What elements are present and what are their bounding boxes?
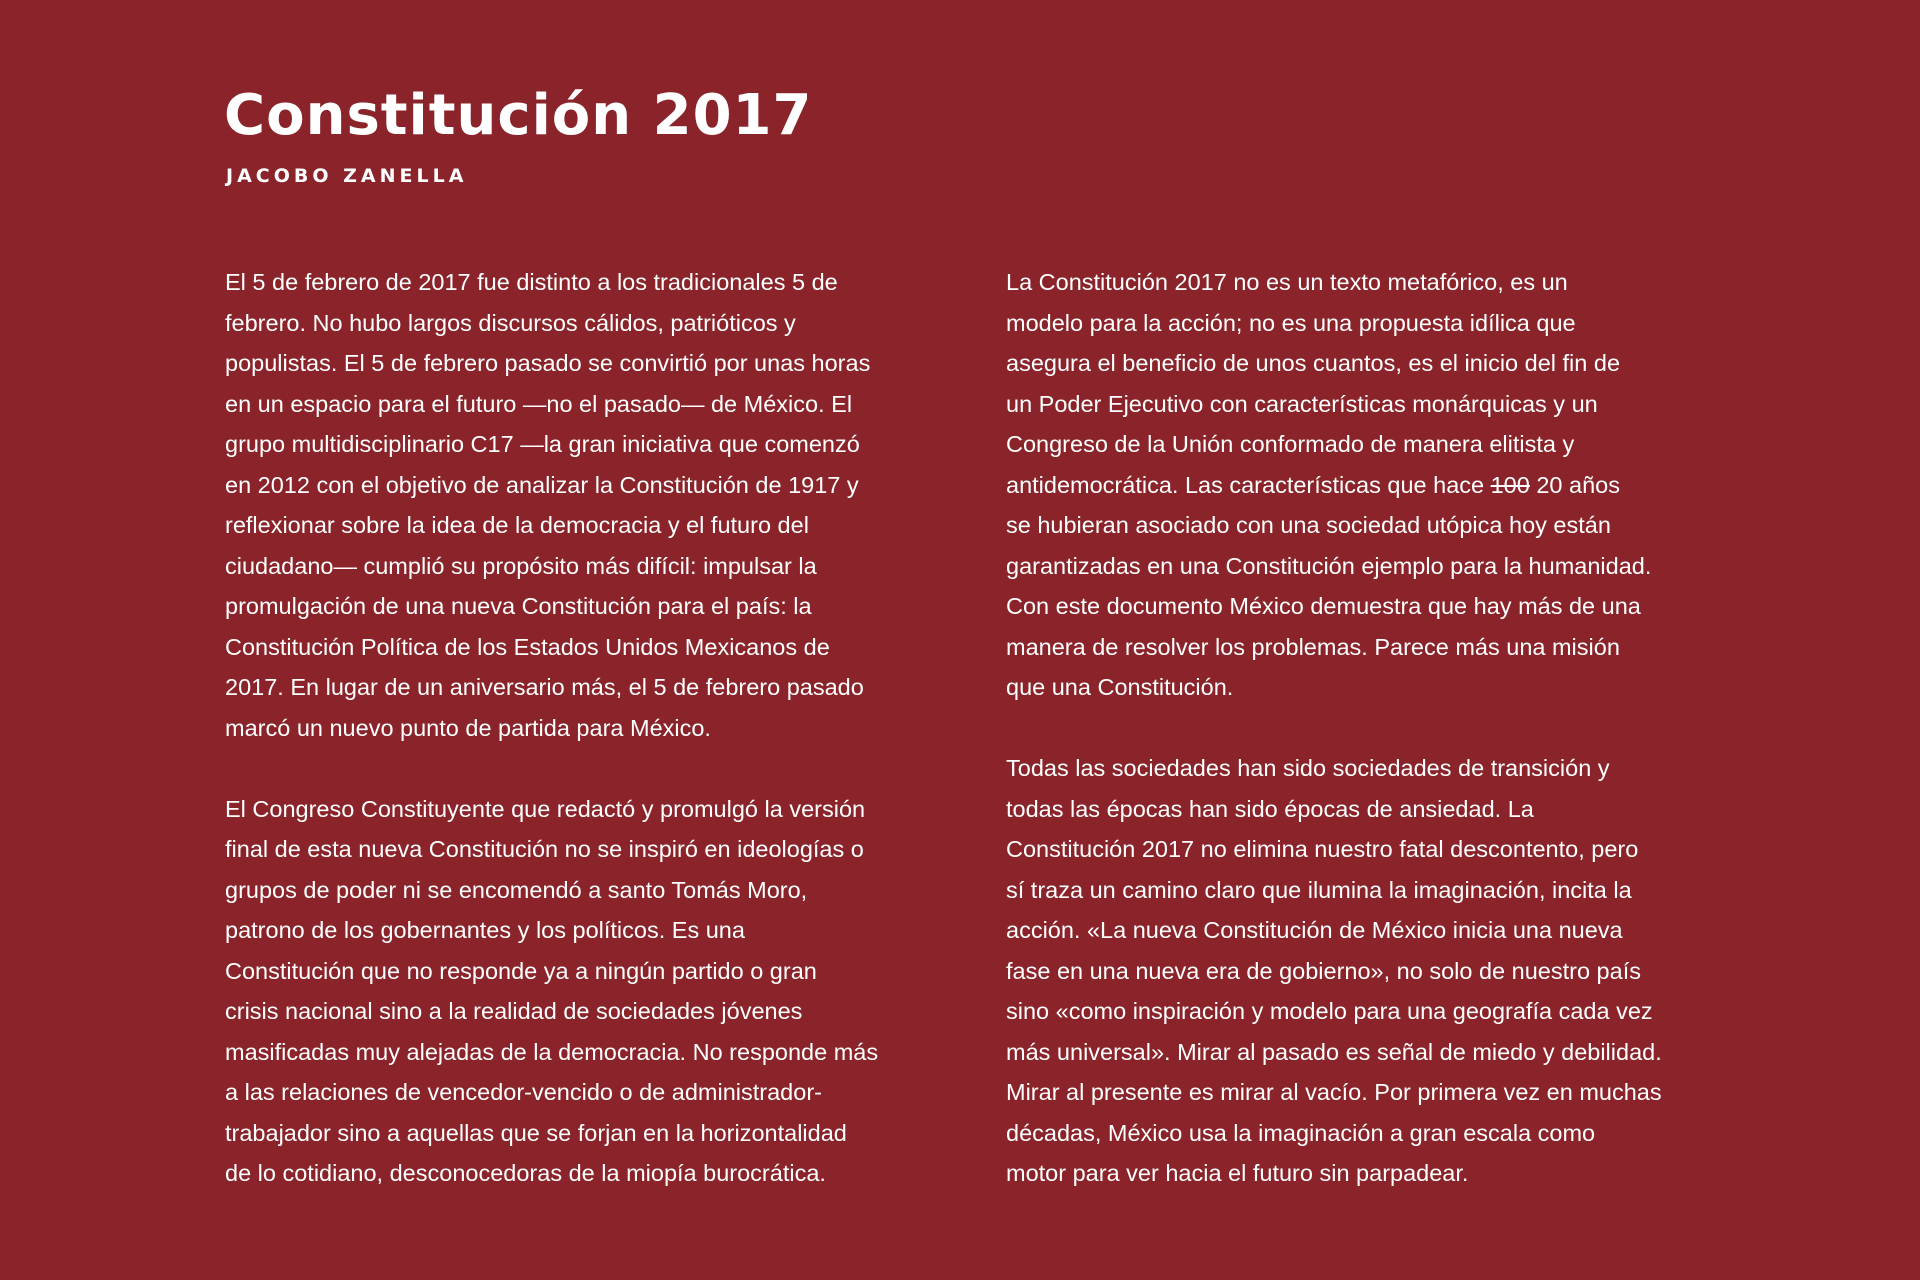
text-line: Mirar al presente es mirar al vacío. Por primera vez en muchas (1006, 1079, 1662, 1105)
text-segment: antidemocrática. Las características que hace (1006, 471, 1491, 498)
text-line: sino «como inspiración y modelo para una geografía cada vez (1006, 998, 1653, 1024)
text-line: fase en una nueva era de gobierno», no solo de nuestro país (1006, 957, 1641, 984)
text-line: La Constitución 2017 no es un texto metafórico, es un (1006, 269, 1568, 295)
paragraph (1006, 748, 1706, 1194)
text-line: El 5 de febrero de 2017 fue distinto a los tradicionales 5 de (225, 269, 838, 295)
text-line: crisis nacional sino a la realidad de sociedades jóvenes (225, 998, 803, 1024)
paragraph (225, 789, 925, 1194)
text-line: populistas. El 5 de febrero pasado se convirtió por unas horas (225, 350, 871, 376)
paragraph (1006, 262, 1706, 708)
text-line: febrero. No hubo largos discursos cálidos, patrióticos y (225, 309, 796, 336)
text-line: masificadas muy alejadas de la democracia. No responde más (225, 1038, 879, 1065)
text-line: marcó un nuevo punto de partida para México. (225, 714, 711, 741)
text-line: reflexionar sobre la idea de la democracia y el futuro del (225, 512, 809, 538)
text-line: ciudadano— cumplió su propósito más difícil: impulsar la (225, 552, 817, 579)
text-line: Congreso de la Unión conformado de manera elitista y (1006, 431, 1575, 457)
left-column (225, 262, 925, 1234)
text-line: Con este documento México demuestra que hay más de una (1006, 593, 1641, 619)
text-line: final de esta nueva Constitución no se inspiró en ideologías o (225, 836, 864, 862)
text-line: Todas las sociedades han sido sociedades de transición y (1006, 755, 1610, 781)
text-line: modelo para la acción; no es una propuesta idílica que (1006, 309, 1576, 336)
paragraph (225, 262, 925, 748)
text-line: un Poder Ejecutivo con características monárquicas y un (1006, 390, 1598, 417)
article-title: Constitución 2017 (224, 83, 813, 148)
text-line: en 2012 con el objetivo de analizar la Constitución de 1917 y (225, 471, 859, 498)
text-line: promulgación de una nueva Constitución para el país: la (225, 593, 812, 619)
text-line: Constitución que no responde ya a ningún partido o gran (225, 957, 817, 984)
text-line: de lo cotidiano, desconocedoras de la miopía burocrática. (225, 1160, 826, 1186)
text-line: 2017. En lugar de un aniversario más, el 5 de febrero pasado (225, 674, 864, 700)
text-line: que una Constitución. (1006, 674, 1234, 700)
text-line: patrono de los gobernantes y los políticos. Es una (225, 917, 745, 943)
text-line: en un espacio para el futuro —no el pasado— de México. El (225, 390, 853, 417)
text-line: trabajador sino a aquellas que se forjan en la horizontalidad (225, 1119, 847, 1146)
text-line: asegura el beneficio de unos cuantos, es el inicio del fin de (1006, 350, 1621, 376)
text-line: Constitución 2017 no elimina nuestro fatal descontento, pero (1006, 836, 1639, 862)
text-line: grupos de poder ni se encomendó a santo Tomás Moro, (225, 876, 808, 903)
text-line: El Congreso Constituyente que redactó y promulgó la versión (225, 795, 866, 822)
text-line: se hubieran asociado con una sociedad utópica hoy están (1006, 512, 1611, 538)
text-line: motor para ver hacia el futuro sin parpadear. (1006, 1160, 1469, 1186)
text-line: sí traza un camino claro que ilumina la imaginación, incita la (1006, 876, 1632, 903)
text-line: décadas, México usa la imaginación a gran escala como (1006, 1119, 1596, 1146)
text-line: manera de resolver los problemas. Parece más una misión (1006, 633, 1620, 660)
text-line: acción. «La nueva Constitución de México inicia una nueva (1006, 917, 1623, 943)
text-line: grupo multidisciplinario C17 —la gran iniciativa que comenzó (225, 431, 860, 457)
text-segment: 20 años (1529, 471, 1620, 498)
text-line: todas las épocas han sido épocas de ansiedad. La (1006, 795, 1534, 822)
text-line-with-strikethrough (1006, 465, 1706, 506)
right-column (1006, 262, 1706, 1234)
text-line: más universal». Mirar al pasado es señal de miedo y debilidad. (1006, 1038, 1662, 1065)
text-line: Constitución Política de los Estados Unidos Mexicanos de (225, 633, 830, 660)
struck-number: 100 (1490, 471, 1530, 498)
text-line: a las relaciones de vencedor-vencido o de administrador- (225, 1079, 822, 1105)
text-line: garantizadas en una Constitución ejemplo para la humanidad. (1006, 552, 1652, 579)
article-author: JACOBO ZANELLA (226, 165, 468, 187)
